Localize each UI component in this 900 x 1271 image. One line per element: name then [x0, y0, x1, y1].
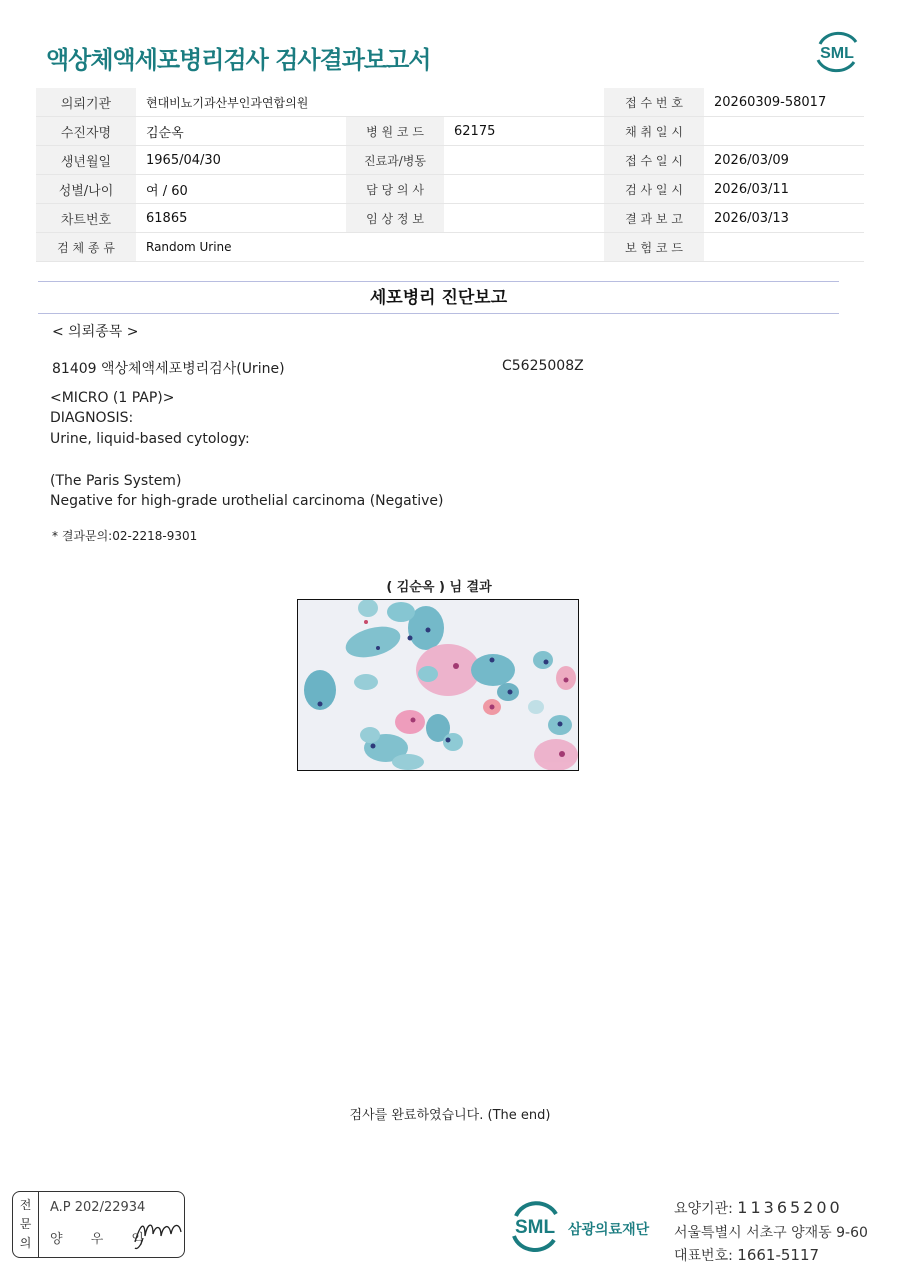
test-code: C5625008Z: [502, 358, 584, 374]
info-row: [36, 175, 864, 204]
stamp-side-label: [13, 1192, 39, 1257]
label-requesting-org: 의뢰기관: [36, 88, 136, 117]
value-chart-number: 61865: [136, 204, 346, 233]
sml-foundation-logo-icon: [508, 1198, 562, 1256]
end-text: 검사를 완료하였습니다. (The end): [349, 1108, 551, 1123]
micro-label: <MICRO (1 PAP)>: [50, 390, 175, 406]
section-divider-bottom: [38, 313, 839, 314]
label-report-date: 결 과 보 고: [604, 204, 704, 233]
value-receipt-date: 2026/03/09: [704, 146, 864, 175]
label-hospital-code: 병 원 코 드: [346, 117, 444, 146]
diagnosis-system: (The Paris System): [50, 473, 182, 489]
label-specimen-type: 검 체 종 류: [36, 233, 136, 262]
info-row: [36, 117, 864, 146]
diagnosis-specimen: Urine, liquid-based cytology:: [50, 431, 250, 447]
label-patient-name: 수진자명: [36, 117, 136, 146]
value-clinical-info: [444, 204, 604, 233]
phone-line: [674, 1245, 819, 1265]
signature-icon: [131, 1212, 187, 1252]
institution-code-line: [674, 1198, 843, 1218]
logo-text: SML: [820, 45, 854, 62]
info-row: [36, 146, 864, 175]
label-sex-age: 성별/나이: [36, 175, 136, 204]
label-clinical-info: 임 상 정 보: [346, 204, 444, 233]
value-exam-date: 2026/03/11: [704, 175, 864, 204]
value-hospital-code: 62175: [444, 117, 604, 146]
section-title: 세포병리 진단보고: [369, 288, 508, 308]
value-specimen-type: Random Urine: [136, 233, 604, 262]
report-title: 액상체액세포병리검사 검사결과보고서: [46, 46, 431, 74]
stamp-side-char: 문: [19, 1217, 32, 1231]
cytology-micrograph: [297, 599, 579, 771]
value-collection-date: [704, 117, 864, 146]
label-department: 진료과/병동: [346, 146, 444, 175]
stamp-side-char: 의: [19, 1236, 32, 1250]
value-sex-age: 여 / 60: [136, 175, 346, 204]
address: 서울특별시 서초구 양재동 9-60: [674, 1225, 868, 1241]
stamp-license-number: A.P 202/22934: [50, 1200, 146, 1215]
label-receipt-date: 접 수 일 시: [604, 146, 704, 175]
label-insurance-code: 보 험 코 드: [604, 233, 704, 262]
foundation-name: 삼광의료재단: [568, 1222, 650, 1238]
bottom-logo-text: SML: [514, 1217, 556, 1238]
patient-info-table: [36, 88, 864, 262]
test-line: 81409 액상체액세포병리검사(Urine): [52, 361, 285, 377]
label-doctor: 담 당 의 사: [346, 175, 444, 204]
institution-code-label: 요양기관:: [674, 1201, 733, 1217]
sml-logo-icon: [812, 30, 862, 74]
label-collection-date: 채 취 일 시: [604, 117, 704, 146]
value-report-date: 2026/03/13: [704, 204, 864, 233]
value-insurance-code: [704, 233, 864, 262]
stamp-side-char: 전: [19, 1198, 32, 1212]
institution-code-value: 11365200: [737, 1198, 843, 1217]
info-row: [36, 233, 864, 262]
result-inquiry: * 결과문의:02-2218-9301: [52, 529, 198, 543]
value-requesting-org: 현대비뇨기과산부인과연합의원: [136, 88, 604, 117]
cytology-image: [298, 600, 578, 770]
value-birth-date: 1965/04/30: [136, 146, 346, 175]
phone-value: 1661-5117: [737, 1246, 820, 1264]
label-chart-number: 차트번호: [36, 204, 136, 233]
label-receipt-number: 접 수 번 호: [604, 88, 704, 117]
stamp-pathologist-name: 양 우 익: [50, 1232, 156, 1247]
label-exam-date: 검 사 일 시: [604, 175, 704, 204]
label-birth-date: 생년월일: [36, 146, 136, 175]
diagnosis-label: DIAGNOSIS:: [50, 410, 134, 426]
value-patient-name: 김순옥: [136, 117, 346, 146]
request-header: < 의뢰종목 >: [52, 324, 139, 340]
pathologist-stamp: [12, 1191, 185, 1258]
image-caption: ( 김순옥 ) 님 결과: [386, 580, 492, 595]
value-doctor: [444, 175, 604, 204]
info-row: [36, 88, 864, 117]
value-department: [444, 146, 604, 175]
diagnosis-result: Negative for high-grade urothelial carcinoma (Negative): [50, 493, 444, 509]
phone-label: 대표번호:: [674, 1248, 733, 1264]
info-row: [36, 204, 864, 233]
section-divider-top: [38, 281, 839, 282]
value-receipt-number: 20260309-58017: [704, 88, 864, 117]
